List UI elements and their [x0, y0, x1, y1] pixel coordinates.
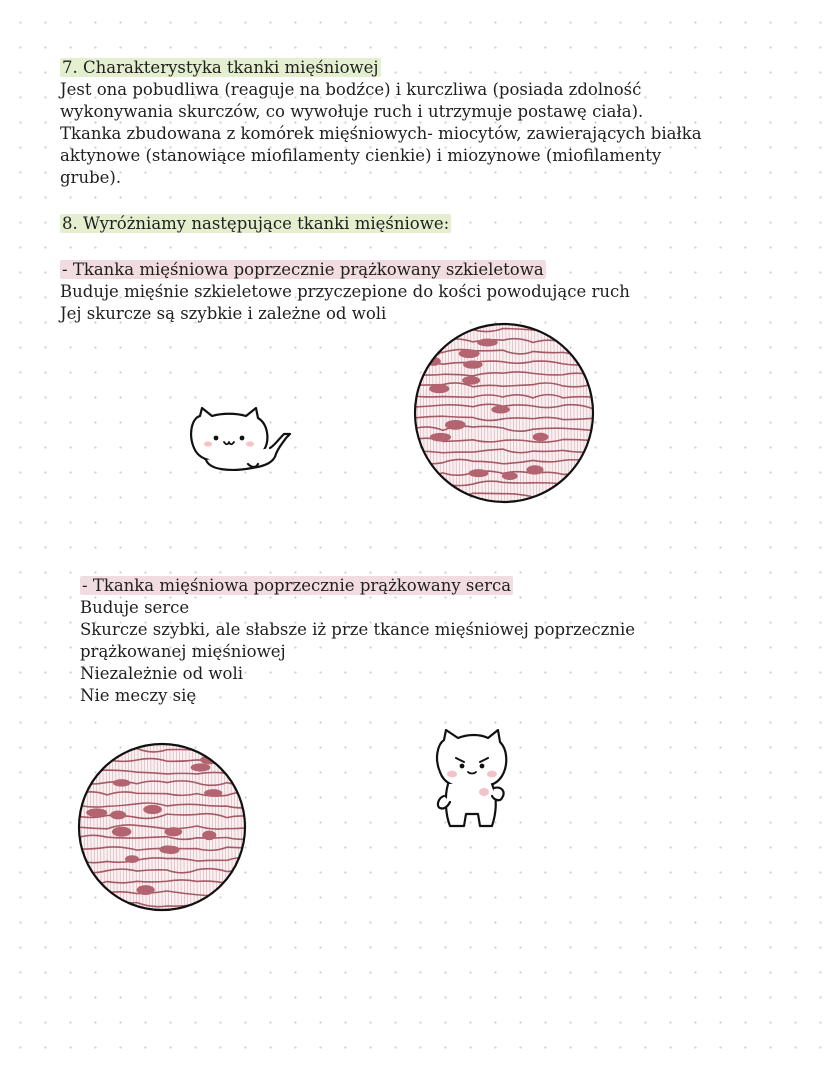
cardiac-line: Buduje serce [80, 598, 190, 617]
section-7-heading: 7. Charakterystyka tkanki mięśniowej [62, 58, 379, 77]
skeletal-section [60, 259, 630, 325]
angry-cat-icon [430, 726, 512, 834]
cardiac-line: Skurcze szybki, ale słabsze iż prze tkance mięśniowej poprzecznie [80, 620, 636, 639]
cardiac-line: Niezależnie od woli [80, 664, 244, 683]
section-7-line: Tkanka zbudowana z komórek mięśniowych- miocytów, zawierających białka [60, 124, 702, 143]
lying-cat-icon [186, 404, 294, 476]
section-7-line: Jest ona pobudliwa (reaguje na bodźce) i kurczliwa (posiada zdolność [60, 80, 642, 99]
skeletal-line: Buduje mięśnie szkieletowe przyczepione do kości powodujące ruch [60, 282, 630, 301]
cardiac-section [80, 575, 635, 707]
skeletal-line: Jej skurcze są szybkie i zależne od woli [60, 304, 387, 323]
skeletal-title: - Tkanka mięśniowa poprzecznie prążkowany szkieletowa [62, 260, 544, 279]
section-7-line: aktynowe (stanowiące miofilamenty cienkie) i miozynowe (miofilamenty [60, 146, 662, 165]
section-7 [60, 57, 702, 189]
skeletal-muscle-tissue-icon [413, 322, 595, 504]
cardiac-line: prążkowanej mięśniowej [80, 642, 286, 661]
cardiac-title: - Tkanka mięśniowa poprzecznie prążkowany serca [82, 576, 512, 595]
section-7-line: wykonywania skurczów, co wywołuje ruch i utrzymuje postawę ciała). [60, 102, 644, 121]
section-8-heading: 8. Wyróżniamy następujące tkanki mięśniowe: [62, 214, 450, 233]
section-7-line: grube). [60, 168, 122, 187]
cardiac-muscle-tissue-icon [77, 742, 247, 912]
cardiac-line: Nie meczy się [80, 686, 197, 705]
section-8 [60, 213, 451, 235]
